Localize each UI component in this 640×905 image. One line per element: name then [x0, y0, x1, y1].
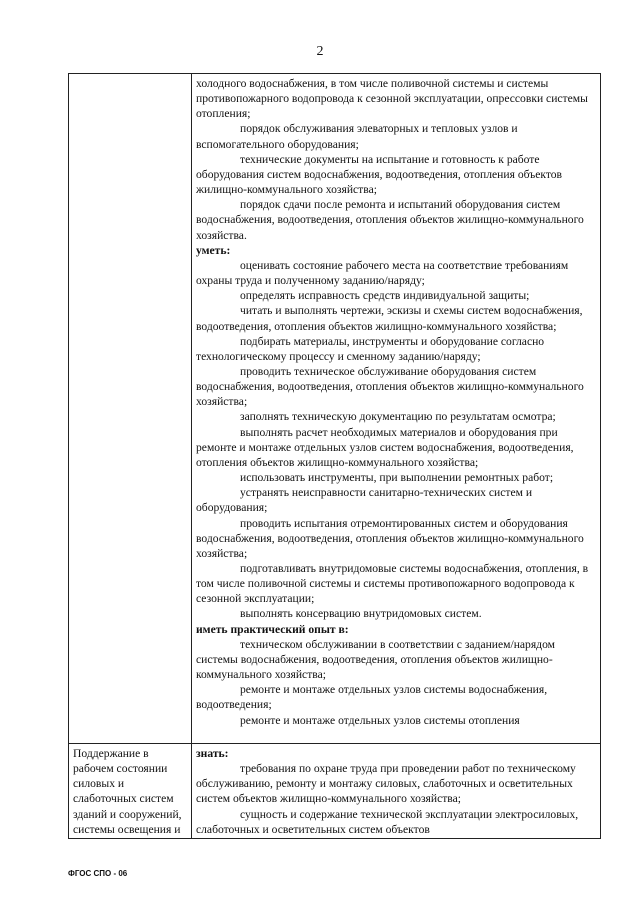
- requirements-cell: [192, 74, 601, 744]
- section-heading-znat: знать:: [196, 747, 229, 760]
- list-item: выполнять консервацию внутридомовых систем.: [240, 607, 482, 621]
- table-row: [69, 744, 601, 839]
- section-heading-umet: уметь:: [196, 243, 231, 257]
- list-item: читать и выполнять чертежи, эскизы и схемы систем водоснабжения, водоотведения, отопления объектов жилищно-коммунального хозяйства;: [196, 304, 583, 333]
- list-item: выполнять расчет необходимых материалов и оборудования при ремонте и монтаже отдельных узлов систем водоснабжения, водоотведения, отопления объектов жилищно-коммунального хозяйства;: [196, 425, 574, 469]
- footer-label: ФГОС СПО - 06: [68, 869, 128, 878]
- paragraph: технические документы на испытание и готовность к работе оборудования систем водоснабжения, водоотведения, отопления объектов жилищно-коммунального хозяйства;: [196, 152, 563, 197]
- list-item: требования по охране труда при проведении работ по техническому обслуживанию, ремонту и монтажу силовых, слаботочных и осветительных систем объектов жилищно-коммунального хозяйства;: [196, 762, 576, 806]
- section-heading-opyt: иметь практический опыт в:: [196, 622, 349, 636]
- list-item: ремонте и монтаже отдельных узлов системы водоснабжения, водоотведения;: [196, 683, 548, 712]
- activity-cell: [69, 74, 192, 744]
- paragraph: порядок обслуживания элеваторных и тепловых узлов и вспомогательного оборудования;: [196, 122, 518, 151]
- list-item: техническом обслуживании в соответствии с заданием/нарядом системы водоснабжения, водоотведения, отопления объектов жилищно-коммунального хозяйства;: [196, 637, 555, 682]
- list-item: проводить испытания отремонтированных систем и оборудования водоснабжения, водоотведения, отопления объектов жилищно-коммунального хозяйства;: [196, 516, 584, 560]
- list-item: сущность и содержание технической эксплуатации электросиловых, слаботочных и осветительных систем объектов: [196, 807, 579, 836]
- table-row: [69, 74, 601, 744]
- list-item: подбирать материалы, инструменты и оборудование согласно технологическому процессу и сменному заданию/наряду;: [196, 334, 545, 363]
- page-number: 2: [316, 44, 324, 59]
- list-item: устранять неисправности санитарно-технических систем и оборудования;: [196, 486, 533, 515]
- list-item: определять исправность средств индивидуальной защиты;: [240, 289, 530, 303]
- list-item: подготавливать внутридомовые системы водоснабжения, отопления, в том числе поливочной системы и системы противопожарного водопровода к сезонной эксплуатации;: [196, 562, 589, 606]
- activity-cell: Поддержание в рабочем состоянии силовых и слаботочных систем зданий и сооружений, системы освещения и: [69, 744, 192, 839]
- list-item: использовать инструменты, при выполнении ремонтных работ;: [240, 471, 554, 485]
- list-item: проводить техническое обслуживание оборудования систем водоснабжения, водоотведения, отопления объектов жилищно-коммунального хозяйства;: [196, 364, 584, 409]
- list-item: ремонте и монтаже отдельных узлов системы отопления: [240, 713, 520, 727]
- paragraph: порядок сдачи после ремонта и испытаний оборудования систем водоснабжения, водоотведения, отопления объектов жилищно-коммунального хозяйства.: [196, 198, 584, 242]
- list-item: заполнять техническую документацию по результатам осмотра;: [240, 410, 556, 424]
- paragraph: холодного водоснабжения, в том числе поливочной системы и системы противопожарного водопровода к сезонной эксплуатации, опрессовки системы отопления;: [196, 77, 588, 121]
- competency-table: [68, 73, 601, 839]
- requirements-cell: [192, 744, 601, 839]
- list-item: оценивать состояние рабочего места на соответствие требованиям охраны труда и полученному заданию/наряду;: [196, 258, 569, 288]
